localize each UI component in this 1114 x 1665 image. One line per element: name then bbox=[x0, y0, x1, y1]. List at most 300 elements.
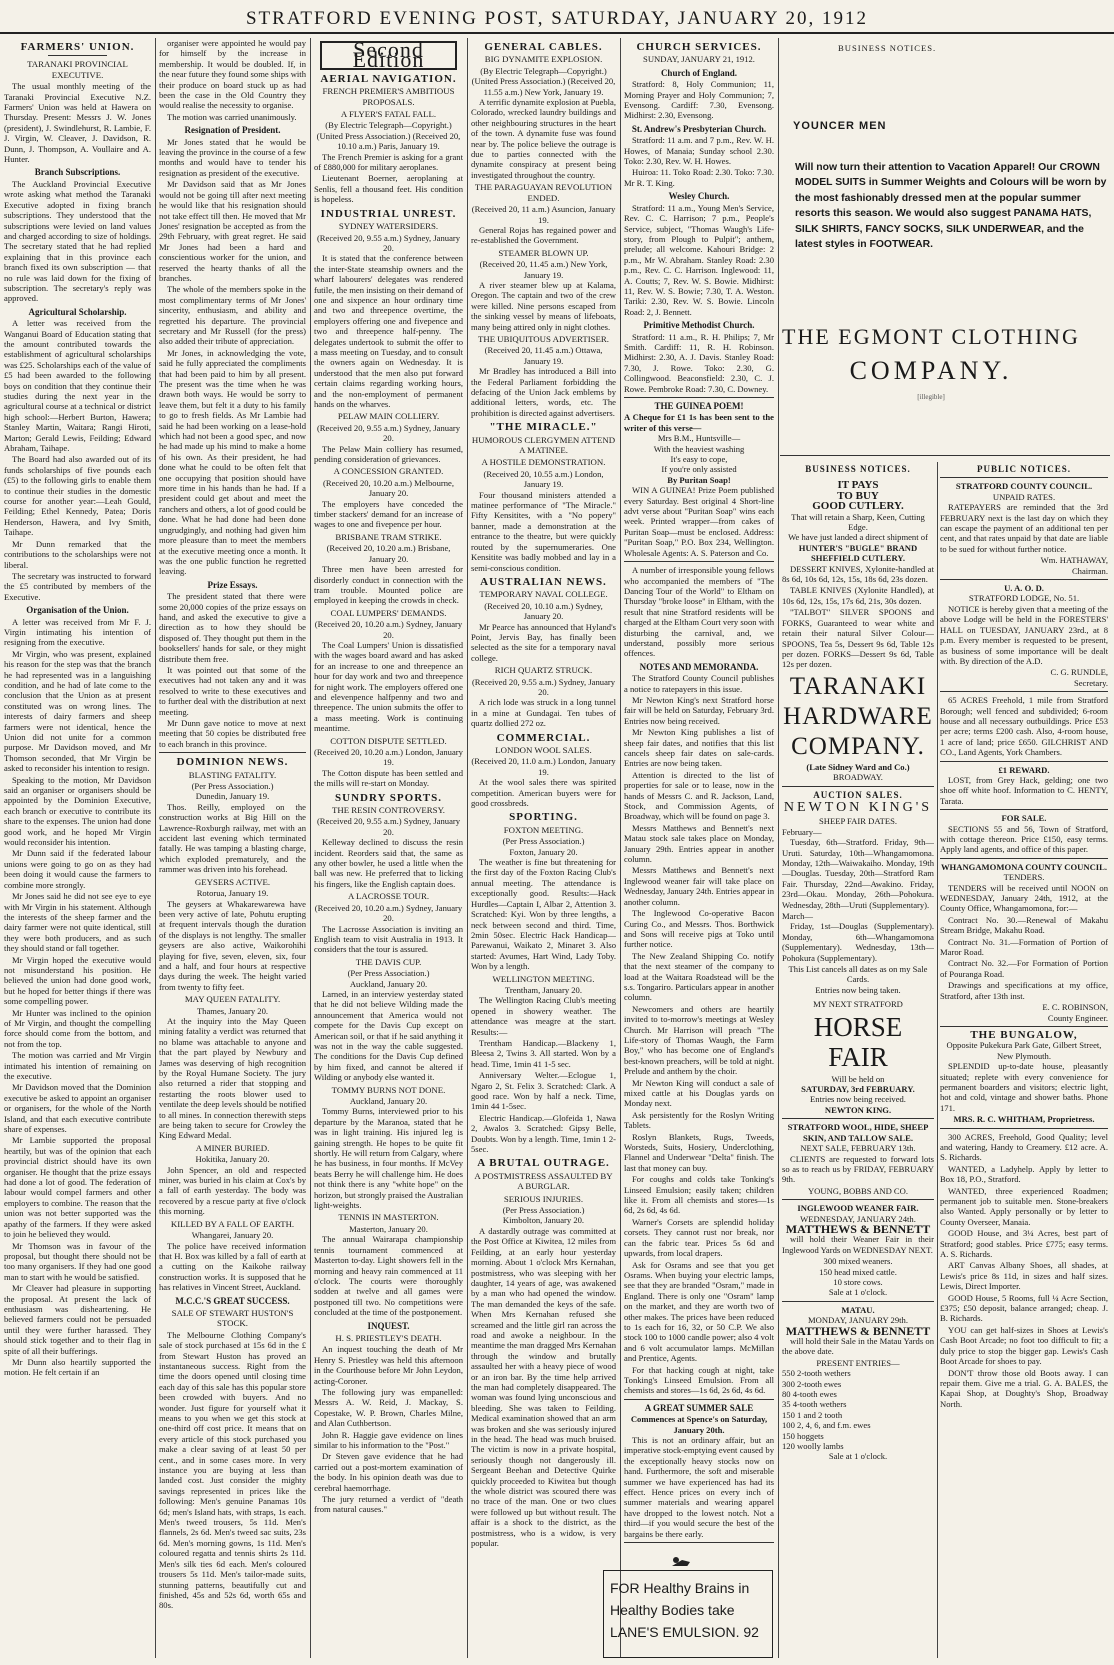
section-headline: A BRUTAL OUTRAGE. bbox=[477, 1157, 610, 1170]
ad-line: HUNTER'S "BUGLE" BRAND SHEFFIELD CUTLERY. bbox=[798, 542, 918, 564]
masthead: STRATFORD EVENING POST, SATURDAY, JANUARY 20, 1912 bbox=[0, 6, 1114, 34]
notice-subhead: TENDERS. bbox=[1003, 872, 1045, 883]
paragraph: Lieutenant Boerner, aeroplaning at Senlis, fell a thousand feet. His condition is hopeless. bbox=[314, 173, 463, 205]
paragraph: SECTIONS 55 and 56, Town of Stratford, with cottage thereon. Price £150, easy terms. Apply land agents, and office of this paper. bbox=[940, 823, 1108, 855]
paragraph: Mr Virgin, who was present, explained his reason for the step was that the branch he had represented was in a languishing condition, and he had of late come to the conclusion that the Union as at present constituted was on wrong lines. The interests of dairy farmers and sheep farmers were not identical, hence the Union did not unite for a common purpose. Mr Davidson moved, and Mr Thomson seconded, that Mr Virgin be asked to reconsider his intention to resign. bbox=[4, 648, 151, 774]
ad-line: MY NEXT STRATFORD bbox=[813, 999, 903, 1010]
credit-line: (By Electric Telegraph—Copyright.) (United Press Association.) (Received 20, 11.55 a.m.) New York, January 19. bbox=[471, 65, 616, 97]
article-headline: MAY QUEEN FATALITY. bbox=[184, 994, 281, 1005]
paragraph: The secretary was instructed to forward the £5 contributed by members of the Executive. bbox=[4, 570, 151, 602]
paragraph: The motion was carried and Mr Virgin intimated his intention of remaining on the executive. bbox=[4, 1050, 151, 1081]
article-headline: BRISBANE TRAM STRIKE. bbox=[335, 531, 442, 542]
paragraph: The Pelaw Main colliery has resumed, pending consideration of grievances. bbox=[314, 443, 463, 465]
divider bbox=[159, 752, 306, 753]
column-rule bbox=[310, 38, 311, 1658]
ad-headline: HORSE FAIR bbox=[813, 1011, 903, 1072]
classified-ad: GOOD House, and 3¼ Acres, best part of Stratford; good stables. Price £775; easy terms. A. S. Richards. bbox=[940, 1228, 1108, 1260]
article-headline: COTTON DISPUTE SETTLED. bbox=[330, 735, 447, 746]
signature-title: Chairman. bbox=[1071, 565, 1108, 576]
ad-line: SATURDAY, 3rd FEBRUARY. bbox=[801, 1084, 915, 1095]
paragraph: Three men have been arrested for disorderly conduct in connection with the tram trouble. Mounted police are employed in keeping the crowds in check. bbox=[314, 564, 463, 606]
ad-line: WEDNESDAY, JANUARY 24th. bbox=[800, 1213, 916, 1224]
ad-line: 150 hoggets bbox=[782, 1430, 824, 1441]
ad-line-text: LANE'S EMULSION. bbox=[610, 1624, 740, 1640]
ad-line: 150 head mixed cattle. bbox=[819, 1266, 897, 1277]
paragraph: Stratford: 11 a.m., R. H. Philips; 7, Mr Smith. Cardiff: 11, R. H. Robinson. Midhirst: 2.30, A. J. Davis. Stanley Road: 7.30, J. Rowe. Toko: 2.30, G. Collingwood. Beaconsfield: 2.30, C. J. Rowe. Pembroke Road: 7.30, C. Downey. bbox=[624, 331, 774, 394]
paragraph: The Wellington Racing Club's meeting opened in showery weather. The attendance was meagre at the start. Results:— bbox=[471, 995, 616, 1037]
paragraph: A letter was received from Mr F. J. Virgin intimating his intention of resigning from the executive. bbox=[4, 616, 151, 648]
article-headline: GEYSERS ACTIVE. bbox=[194, 876, 271, 887]
paragraph: The following jury was empanelled: Messrs A. W. Reid, J. Mackay, S. Copestake, W. P. Brown, Charles Milne, and Alan Cuthbertson. bbox=[314, 1386, 463, 1429]
paragraph: This is not an ordinary affair, but an imperative stock-emptying event caused by the exceptionally heavy stocks now on hand. Furthermore, the soft and miserable summer we have experienced has had its effect. Hence prices on every inch of summer materials and wearing apparel have dropped to the lowest notch. Not a third—if you would secure the best of the bargains be there early. bbox=[624, 1435, 774, 1539]
ad-line: 150 1 and 2 tooth bbox=[782, 1409, 843, 1420]
article-headline: THE RESIN CONTROVERSY. bbox=[332, 805, 445, 816]
paragraph: A dastardly outrage was committed at the Post Office at Kiwitea, 12 miles from Feilding, at an early hour yesterday morning. About 1 o'clock Mrs Kernahan, postmistress, who was sleeping with her daughter, 14 years of age, was awakened by a man who had opened the window. The man demanded the keys of the safe. When Mrs Kernahan refused she screamed and the little girl ran across the road and awoke a neighbour. In the meantime the man dragged Mrs Kernahan through the window and brutally assaulted her with a heavy piece of wood or an iron bar. By the time help arrived the man had completely disappeared. The woman was found lying unconscious and bleeding. She was taken to Feilding. Medical examination showed that an arm was broken and she was seriously injured in the head. The head was much bruised. The victim is now in a private hospital, seriously though not dangerously ill. Sergeant Beehan and Detective Quirke quickly proceeded to Kiwitea but though the whole district was scoured there was no trace of the man. One or two clues were followed up but without result. The affair is a shock to the district, as the postmistress, who is a widow, is very popular. bbox=[471, 1225, 616, 1549]
paragraph: Contract No. 31.—Formation of Portion of Maror Road. bbox=[940, 936, 1108, 958]
paragraph: The Cotton dispute has been settled and the mills will re-start on Monday. bbox=[314, 767, 463, 789]
paragraph: TABLE KNIVES (Xylonite Handled), at 10s 6d, 12s, 15s, 17s 6d, 21s, 30s dozen. bbox=[782, 585, 934, 606]
credit-line: (Received 20, 11.45 a.m.) Ottawa, January 19. bbox=[484, 345, 603, 366]
section-heading: Resignation of President. bbox=[184, 125, 281, 136]
notice-subhead: UNPAID RATES. bbox=[992, 491, 1056, 502]
divider bbox=[624, 1542, 774, 1543]
paragraph: Mr Lambie supported the proposal heartily, but was of the opinion that each provincial district should have its own organiser. He thought that the prize essays had done a lot of good. The federation of labour would compel farmers and other employers to combine. The reason that the union was not better supported was the apathy of the farmers. If they were asked to join he believed they would. bbox=[4, 1135, 151, 1240]
signature: Wm. HATHAWAY, bbox=[1040, 555, 1108, 566]
paragraph: Larned, in an interview yesterday stated that he did not believe Wilding made the announcement that America would not compete for the Davis Cup except on American soil, or that if he said anything it was not in the way the cable suggested. The conditions for the Davis Cup defined by him fixed, and cannot be altered if Wilding or anybody else wanted it. bbox=[314, 988, 463, 1083]
ad-number: 92 bbox=[743, 1624, 759, 1640]
article-subhead: SALE OF STEWART HUSTON'S STOCK. bbox=[171, 1307, 294, 1329]
credit-line: (By Electric Telegraph—Copyright.) (United Press Association.) (Received 20, 10.10 a.m.) Paris, January 19. bbox=[316, 120, 461, 152]
article-headline: KILLED BY A FALL OF EARTH. bbox=[170, 1218, 295, 1229]
paragraph: It is stated that the conference between the inter-State steamship owners and the wharf labourers' delegates was rendered futile, the men insisting on their demand of one and sixpence an hour ordinary time and two and threepence overtime, the employers offering one and fivepence and two and threepence half-penny. The delegates undertook to submit the offer to a mass meeting on Tuesday, and to consult the owners again on Wednesday. It is understood that the men also put forward certain claims regarding working hours, and the non-employment of permanent hands on the wharves. bbox=[314, 253, 463, 409]
paragraph: Mr Hunter was inclined to the opinion of Mr Virgin, and thought the compelling force should come from the bottom, and not from the top. bbox=[4, 1007, 151, 1049]
poem-line: If you're only assisted bbox=[661, 464, 737, 475]
credit-line: (Received 20, 9.55 a.m.) Sydney, January 20. bbox=[316, 816, 461, 837]
paragraph: Mr Dunn gave notice to move at next meeting that 50 copies be distributed free to each branch in this province. bbox=[159, 718, 306, 749]
dateline: Trentham, January 20. bbox=[504, 984, 583, 995]
article-headline: THE GUINEA POEM! bbox=[654, 401, 744, 411]
section-heading: Primitive Methodist Church. bbox=[643, 320, 755, 331]
paragraph: DESSERT KNIVES, Xylonite-handled at 8s 6d, 10s 6d, 12s, 15s, 18s 6d, 23s dozen. bbox=[782, 563, 934, 585]
paragraph: Four thousand ministers attended a matinee performance of "The Miracle." Fifty Kensitites, with a "No popery" banner, made a demonstration at the entrance to the theatre, but were quickly routed by the supernumeraries. One Kensitite was badly mobbed and lay in a semi-conscious condition. bbox=[471, 489, 616, 573]
divider bbox=[940, 1128, 1108, 1129]
poem-line: It's easy to cope, bbox=[670, 454, 728, 465]
paragraph: organiser were appointed he would pay for himself by the increase in membership. It would be doubled. If, in the near future they found some ships with their produce on board stuck up as had been the case in the Old Country they would realise the necessity to organise. bbox=[159, 38, 306, 111]
divider bbox=[782, 786, 934, 787]
article-headline: SYDNEY WATERSIDERS. bbox=[338, 221, 439, 232]
divider bbox=[940, 477, 1108, 478]
ad-signature: YOUNG, BOBBS AND CO. bbox=[807, 1185, 909, 1196]
article-headline: TOMMY BURNS NOT DONE. bbox=[331, 1084, 446, 1095]
paragraph: Stratford: 8, Holy Communion; 11, Morning Prayer and Holy Communion; 7, Evensong. Cardiff: 7.30, Evensong. Midhirst: 2.30, Evensong. bbox=[624, 79, 774, 121]
paragraph: Contract No. 32.—For Formation of Portion of Pouranga Road. bbox=[940, 958, 1108, 979]
paragraph: Mr Newton King's next Stratford horse fair will be held on Saturday, February 3rd. Entries now being received. bbox=[624, 694, 774, 726]
paragraph: Dr Steven gave evidence that he had carried out a post-mortem examination of the body. In his opinion death was due to cerebral haemorrhage. bbox=[314, 1451, 463, 1493]
ad-line: 10 store cows. bbox=[833, 1276, 883, 1287]
column-5 bbox=[624, 38, 774, 1566]
signature: C. G. RUNDLE, bbox=[1050, 667, 1108, 678]
lanes-emulsion-ad bbox=[603, 1570, 773, 1658]
section-headline: AUSTRALIAN NEWS. bbox=[480, 575, 607, 588]
divider bbox=[940, 809, 1108, 810]
egmont-clothing-ad bbox=[752, 320, 1110, 402]
divider bbox=[940, 691, 1108, 692]
ad-line: March— bbox=[782, 911, 814, 921]
ad-headline: COMPANY. bbox=[791, 732, 925, 760]
column-2 bbox=[159, 38, 306, 1658]
paragraph: For coughs and colds take Tonking's Linseed Emulsion; easily taken; children like it. From all chemists and stores—1s 6d, 2s 6d, 4s 6d. bbox=[624, 1174, 774, 1216]
section-heading: Wesley Church. bbox=[668, 191, 730, 202]
ad-headline: MATTHEWS & BENNETT bbox=[785, 1221, 931, 1236]
paragraph: Mr Davidson moved that the Dominion executive be asked to appoint an organiser or organisers, for the whole of the North Island, and that each executive contribute share of expenses. bbox=[4, 1082, 151, 1135]
section-heading: Prize Essays. bbox=[207, 579, 258, 590]
paragraph: Mr Thomson was in favour of the proposal, but thought there should not be too many organisers. If they had one good man to start with he would be satisfied. bbox=[4, 1240, 151, 1282]
paragraph: Mr Dunn remarked that the contributions to the scholarships were not liberal. bbox=[4, 538, 151, 570]
paragraph: SPLENDID up-to-date house, pleasantly situated; replete with every convenience for permanent boarders and visitors; electric light, hot and cold, vintage and shower baths. Phone 171. bbox=[940, 1061, 1108, 1113]
paragraph: John R. Haggie gave evidence on lines similar to his information to the "Post." bbox=[314, 1429, 463, 1450]
paragraph: "TALBOT" SILVER SPOONS and FORKS, Guaranteed to wear white and retain their natural Silver Colour—SPOONS, Tea 5s, Dessert 9s 6d, Table 12s per dozen. FORKS—Dessert 9s 6d, Table 12s per dozen. bbox=[782, 607, 934, 670]
credit-line: (Per Press Association.) bbox=[502, 836, 585, 847]
divider bbox=[782, 1199, 934, 1200]
ad-line: Entries now being received. bbox=[810, 1094, 906, 1105]
section-heading: Branch Subscriptions. bbox=[34, 167, 121, 178]
article-headline: FARMERS' UNION. bbox=[20, 41, 135, 53]
credit-line: (Received 20, 11 a.m.) Asuncion, January 19. bbox=[471, 204, 616, 225]
paragraph: Mr Dunn said if the federated labour unions were going to go on as they had been doing it would cause the farmers to combine more strongly. bbox=[4, 848, 151, 890]
ad-headline: STRATFORD WOOL, HIDE, SHEEP SKIN, AND TALLOW SALE. bbox=[787, 1122, 929, 1143]
paragraph: Newcomers and others are heartily invited to to-morrow's meetings at Wesley Church. Mr Harrison will preach "The Life-story of Thomas Waugh, the Farm Boy," who has become one of England's best-known preachers, will be told at night. Prelude and anthem by the choir. bbox=[624, 1003, 774, 1077]
divider bbox=[782, 1118, 934, 1119]
paragraph: LOST, from Grey Hack, gelding; one two shoe off white hoof. Information to C. HENTY, Tarata. bbox=[940, 774, 1108, 806]
article-headline: BIG DYNAMITE EXPLOSION. bbox=[484, 54, 603, 65]
paragraph: The weather is fine but threatening for the first day of the Foxton Racing Club's annual meeting. The attendance is exceptionally good. Results:—Hack Hurdles—Captain I, Albar 2, Attention 3. Scratched: Kyi. Won by three lengths, a neck between second and third. Time, 2min 50sec. Electric Hack Handicap—Parewanui, Waikato 2, Minaret 3. Also started: Avumes, Hart Wind, Lady Toby. Won by a length. bbox=[471, 857, 616, 972]
paragraph: The geysers at Whakarewarewa have been very active of late, Pohutu erupting at frequent intervals though the duration of the displays is not lengthy. The smaller geysers are also active, Waikorohihi playing for five, seven, eleven, six, four and a half, and four hours at respective days during the week. The height varied from twenty to fifty feet. bbox=[159, 898, 306, 992]
paragraph: A number of irresponsible young fellows who accompanied the members of "The Dancing Tour of the World" to Eltham on Thursday "broke loose" in Eltham, with the result that nine Stratford residents will be charged at the Eltham Court very soon with disturbing the carnival, and, we understand, possibly more serious offences. bbox=[624, 565, 774, 659]
column-rule bbox=[155, 38, 156, 1658]
credit-line: (Received 20, 9.55 a.m.) Sydney, January 20. bbox=[471, 676, 616, 697]
ad-line: This List cancels all dates as on my Sale Cards. bbox=[788, 964, 928, 985]
article-headline: TENNIS IN MASTERTON. bbox=[338, 1212, 439, 1223]
column-rule bbox=[778, 38, 779, 1658]
ad-headline: A GREAT SUMMER SALE bbox=[644, 1402, 754, 1413]
paragraph: A letter was received from the Wanganui Board of Education stating that the amount contributed towards the establishment of agricultural scholarships was £25. Scholarships each of the value of £5 had been awarded to the following boys on condition that they continue their studies during the next year in the agricultural course at a technical or district high school:—Herbert Burton, Hawera; Stanley Martin, Waitara; Rangi Hiroti, Marton; Gerald Lewis, Feilding; Edward Abraham, Taihape. bbox=[4, 318, 151, 454]
credit-line: (Received 20, 11.45 a.m.) New York, January 19. bbox=[479, 259, 608, 280]
section-headline: DOMINION NEWS. bbox=[176, 756, 289, 769]
paragraph: will hold their Sale in the Matau Yards on the above date. bbox=[782, 1336, 934, 1357]
article-headline: THE PARAGUAYAN REVOLUTION ENDED. bbox=[474, 182, 613, 203]
section-headline: SUNDRY SPORTS. bbox=[335, 791, 442, 804]
paragraph: The Inglewood Co-operative Bacon Curing Co., and Messrs. Thos. Borthwick and Sons will receive pigs at Toko until further notice. bbox=[624, 908, 774, 950]
paragraph: NOTICE is hereby given that a meeting of the above Lodge will be held in the FORESTERS' HALL on TUESDAY, JANUARY 23rd., at 8 p.m. Every member is requested to be present, as business of some importance will be dealt with. By direction of the A.D. bbox=[940, 603, 1108, 666]
paragraph: Kelleway declined to discuss the resin incident. Reorders said that, the same as any other bowler, he used a little when the ball was new. He preferred that to licking his fingers, like the English captain does. bbox=[314, 837, 463, 889]
ad-line bbox=[610, 1621, 766, 1643]
credit-line: (Received 20, 10.55 a.m.) London, January 19. bbox=[483, 468, 604, 490]
ad-line: Entries now being taken. bbox=[815, 984, 901, 995]
ad-headline: MATAU. bbox=[841, 1304, 875, 1315]
paragraph: The French Premier is asking for a grant of £880,000 for military aeroplanes. bbox=[314, 151, 463, 173]
credit-line: (Per Press Association.) bbox=[347, 968, 430, 979]
paragraph: The New Zealand Shipping Co. notify that the next steamer of the company to load at the Waitara Roadstead will be the s.s. Tongariro. Particulars appear in another column. bbox=[624, 950, 774, 1003]
paragraph: The usual monthly meeting of the Taranaki Provincial Executive N.Z. Farmers' Union was held at Hawera on Thursday. Present: Messrs J. W. Jones (president), J. Swindlehurst, R. Lambie, F. J. Virgin, W. Cleaver, J. Davidson, R. Dunn, J. Thompson, A. Voullaire and A. Hunter. bbox=[4, 81, 151, 165]
article-headline: LONDON WOOL SALES. bbox=[495, 745, 592, 755]
ad-signature: NEWTON KING. bbox=[824, 1104, 892, 1115]
ad-line: Will be held on bbox=[831, 1073, 885, 1084]
ad-line: 100 2, 4, 6, and f.m. ewes bbox=[782, 1420, 871, 1431]
divider bbox=[780, 455, 1110, 456]
dateline: Hokitika, January 20. bbox=[195, 1154, 270, 1165]
ad-headline: MATTHEWS & BENNETT bbox=[785, 1323, 931, 1338]
article-headline: A MINER BURIED. bbox=[195, 1142, 270, 1153]
ad-small-print: [illegible] bbox=[917, 393, 945, 401]
column-rule bbox=[620, 38, 621, 1658]
paragraph: The Auckland Provincial Executive wrote asking what method the Taranaki Executive adopted in fixing branch subscriptions. They understood that the subscriptions were levied on land values and charged according to size of holdings. The secretary stated that he had replied explaining that in this province each branch fixed its own subscription — that no rule was laid down for the fixing of subscription. The secretary's reply was approved. bbox=[4, 178, 151, 304]
ad-line: FOR Healthy Brains in bbox=[610, 1580, 750, 1596]
paragraph: Anniversary Welter.—Eclogue 1, Ngaro 2, St. Felix 3. Scratched: Clark. A good race. Won by half a neck. Time, 1min 44 1-5sec. bbox=[471, 1070, 616, 1112]
paragraph: 65 ACRES Freehold, 1 mile from Stratford Borough; well fenced and subdivided; 6-room house and all necessary outbuildings. Price £53 per acre; terms £200 cash. Also, 4-room house, 1 acre of land; price £650. GILCHRIST AND CO., Land Agents, York Chambers. bbox=[940, 695, 1108, 758]
section-heading: Church of England. bbox=[660, 67, 738, 78]
paragraph: The Stratford County Council publishes a notice to ratepayers in this issue. bbox=[624, 673, 774, 694]
ad-subhead: SHEEP FAIR DATES. bbox=[818, 816, 898, 827]
paragraph: At the inquiry into the May Queen mining fatality a verdict was returned that no blame was attachable to anyone and that the part played by Newbury and James was deserving of high recognition by the Royal Humane Society. The jury also returned a rider that stopping and restarting the roots blower used to ventilate the deep levels should be notified to all mines. In connection therewith steps are being taken to secure for Crowley the King Edward Medal. bbox=[159, 1015, 306, 1141]
column-rule bbox=[937, 462, 938, 1658]
paragraph: For that hacking cough at night, take Tonking's Linseed Emulsion. From all chemists and stores—1s 6d, 2s 6d, 4s 6d. bbox=[624, 1364, 774, 1396]
ad-line: 120 woolly lambs bbox=[782, 1441, 844, 1452]
ad-subhead: Commences at Spence's on Saturday, January 20th. bbox=[630, 1414, 768, 1435]
paragraph: Contract No. 30.—Renewal of Makahu Stream Bridge, Makahu Road. bbox=[940, 914, 1108, 936]
section-label: BUSINESS NOTICES. bbox=[838, 43, 937, 53]
paragraph: It was pointed out that some of the executives had not taken any and it was resolved to write to these executives and to further deal with the distribution at next meeting. bbox=[159, 664, 306, 717]
ad-line: 80 4-tooth ewes bbox=[782, 1389, 837, 1400]
paragraph: WIN A GUINEA! Prize Poem published every Saturday. Best original 4 Short-line advt verse about "Puritan Soap" wins each week. Printed wrapper—from cakes of Puritan Soap—must be enclosed. Address: "Puritan Soap," P.O. Box 234, Wellington. Wholesale Agents: A. S. Paterson and Co. bbox=[624, 485, 774, 558]
paragraph: Roslyn Blankets, Rugs, Tweeds, Worsteds, Suits, Hosiery, Underclothing, Flannel and Underwear "Delta" finish. The last that money can buy. bbox=[624, 1131, 774, 1173]
edition-banner: Second Edition bbox=[320, 41, 457, 70]
ad-line: MONDAY, JANUARY 29th. bbox=[808, 1315, 908, 1326]
article-headline: THE UBIQUITOUS ADVERTISER. bbox=[477, 333, 610, 344]
notice-headline: WHANGAMOMONA COUNTY COUNCIL. bbox=[940, 861, 1108, 872]
column-1 bbox=[4, 38, 151, 1658]
paragraph: The jury returned a verdict of "death from natural causes." bbox=[314, 1494, 463, 1515]
ad-headline: YOUNCER MEN bbox=[793, 120, 887, 132]
ad-line: PRESENT ENTRIES— bbox=[816, 1357, 900, 1368]
ad-line: (Late Sidney Ward and Co.) bbox=[806, 761, 910, 772]
section-heading: Organisation of the Union. bbox=[26, 605, 129, 616]
paragraph: Drawings and specifications at my office, Stratford, after 13th inst. bbox=[940, 980, 1108, 1001]
paragraph: Ask for Osrams and see that you get Osrams. When buying your electric lamps, see that they are branded "Osram," made in England. There is only one "Osram" lamp on the market, and they are worth two of other makes. The prices have been reduced to 1s each for 16, 32, or 50 C.P. We also stock 100 to 1000 candle power; also 4 volt and 6 volt accumulator lamps. McMillan and Prentice, Agents. bbox=[624, 1259, 774, 1364]
classified-ad: DON'T throw those old Boots away. I can repair them. Give me a trial. G. A. BALES, the Kapai Shop, at Doughty's Shop, Broadway North. bbox=[940, 1367, 1108, 1409]
article-subhead: TARANAKI PROVINCIAL EXECUTIVE. bbox=[27, 59, 128, 80]
article-headline: BLASTING FATALITY. bbox=[188, 769, 277, 780]
classified-ad: WANTED, a Ladyhelp. Apply by letter to Box 18, P.O., Stratford. bbox=[940, 1163, 1108, 1185]
poem-line: Mrs B.M., Huntsville— bbox=[657, 433, 741, 444]
ad-headline: IT PAYS bbox=[837, 479, 879, 492]
section-headline: AERIAL NAVIGATION. bbox=[320, 72, 457, 85]
section-headline: NOTES AND MEMORANDA. bbox=[639, 661, 759, 672]
article-headline: WELLINGTON MEETING. bbox=[492, 973, 595, 984]
article-headline: COAL LUMPERS' DEMANDS. bbox=[330, 607, 447, 618]
credit-line: (Received 20, 9.55 a.m.) Sydney, January 20. bbox=[316, 232, 461, 253]
paragraph: Mr Davidson said that as Mr Jones would not be going till after next meeting he would like that his resignation should not take effect till then. He moved that Mr Jones' resignation be accepted as from the 29th February, with great regret. He said Mr Jones had been a hard and conscientious worker for the union, and reserved the hearty thanks of all the branches. bbox=[159, 179, 306, 283]
ad-line: Sale at 1 o'clock. bbox=[828, 1287, 888, 1298]
signature: MRS. R. C. WHITHAM, Proprietress. bbox=[953, 1114, 1095, 1125]
column-3 bbox=[314, 38, 463, 1658]
classified-ad: YOU can get half-sizes in Shoes at Lewis's Cash Boot Arcade; no foot too difficult to fit; a duly price to stop the bigger gap. Lewis's Cash Boot Arcade for shoes to pay. bbox=[940, 1324, 1108, 1367]
paragraph: RATEPAYERS are reminded that the 3rd FEBRUARY next is the last day on which they can escape the payment of an additional ten per cent, and that rates unpaid by that date are liable to be sued for without further notice. bbox=[940, 502, 1108, 554]
article-headline: A HOSTILE DEMONSTRATION. bbox=[481, 457, 606, 468]
paragraph: An inquest touching the death of Mr Henry S. Priestley was held this afternoon in the Courthouse before Mr John Leydon, acting-Coroner. bbox=[314, 1344, 463, 1386]
paragraph: Mr Virgin hoped the executive would not misunderstand his position. He believed the union had done good work, but he hoped for better things if there was some compelling power. bbox=[4, 954, 151, 1007]
paragraph: The Coal Lumpers' Union is dissatisfied with the wages board award and has asked for an increase to one and threepence an hour for day work and two and threepence for night work. The employers offered one and elevenpence halfpenny and two and threepence. The union submits the offer to a mass meeting. Work is continuing meantime. bbox=[314, 639, 463, 734]
notice-headline: FOR SALE. bbox=[1001, 813, 1047, 824]
paragraph: Thos. Reilly, employed on the construction works at Big Hill on the Lawrence-Roxburgh railway, met with an accident last evening which terminated fatally. He was tamping a blasting charge, which exploded prematurely, and the rammer was driven into his forehead. bbox=[159, 801, 306, 875]
ad-body: Will now turn their attention to Vacation Apparel! Our CROWN MODEL SUITS in Summer Weights and Colours will be worn by the most fashionably dressed men at the popular summer resorts this season. We would also suggest PANAMA HATS, SILK SHIRTS, FANCY SOCKS, SILK UNDERWEAR, and the latest styles in FOOTWEAR. bbox=[795, 162, 1107, 251]
ad-headline: COMPANY. bbox=[849, 356, 1013, 385]
ad-headline: TARANAKI bbox=[789, 672, 927, 700]
ad-line: 550 2-tooth wethers bbox=[782, 1368, 851, 1379]
article-headline: A POSTMISTRESS ASSAULTED BY A BURGLAR. bbox=[474, 1170, 613, 1192]
paragraph: Stratford: 11 a.m., Young Men's Service, Rev. C. C. Harrison; 7 p.m., People's Service, subject, "Thomas Waugh's Life-story, from Plough to Pulpit"; anthem, prelude; all welcome. Kahouri Bridge: 2 p.m., Mr W. Abraham. Stanley Road: 2.30 p.m., Rev. C. C. Harrison. Inglewood: 11, A. Coutts; 7, Rev. W. S. Bowie. Midhirst: 11, Rev. W. S. Bowie; 7.30, T. A. Weston. Tariki: 2.30, Rev. W. S. Bowie. Lincoln Road: 2, J. Bennett. bbox=[624, 202, 774, 317]
ad-headline: NEWTON KING'S bbox=[783, 799, 933, 815]
paragraph: At the wool sales there was spirited competition. American buyers were for good crossbreds. bbox=[471, 777, 616, 809]
paragraph: Mr Newton King will conduct a sale of mixed cattle at his Douglas yards on Monday next. bbox=[624, 1077, 774, 1109]
article-headline: STEAMER BLOWN UP. bbox=[498, 247, 589, 258]
paragraph: Mr Jones stated that he would be leaving the province in the course of a few months and would have to tender his resignation as president of the executive. bbox=[159, 136, 306, 178]
divider bbox=[940, 1026, 1108, 1027]
paragraph: A terrific dynamite explosion at Puebla, Colorado, wrecked laundry buildings and other neighbouring structures in the heart of the town. A dynamite fuse was found near by. The police believe the outrage is due to parties connected with the dynamite conspiracy at present being investigated throughout the country. bbox=[471, 97, 616, 180]
divider bbox=[782, 1301, 934, 1302]
credit-line: (Received 20, 10.20 a.m.) Sydney, January 20. bbox=[314, 902, 463, 924]
paragraph: will hold their Weaner Fair in their Inglewood Yards on WEDNESDAY NEXT. bbox=[782, 1234, 934, 1255]
paragraph: The whole of the members spoke in the most complimentary terms of Mr Jones' sincerity, enthusiasm, and ability and regretted his departure. The provincial secretary and Mr Russell (for the press) also added their tribute of appreciation. bbox=[159, 284, 306, 347]
dateline: Masterton, January 20. bbox=[349, 1223, 428, 1234]
poem-line: With the heaviest washing bbox=[653, 443, 745, 454]
paragraph: Attention is directed to the list of properties for sale or to lease, now in the hands of Messrs C. and R. Jackson, Land, Stock, and Commission Agents, of Broadway, which will be found on page 3. bbox=[624, 769, 774, 822]
divider bbox=[48, 55, 107, 56]
paragraph: Messrs Matthews and Bennett's next Matau stock sale takes place on Monday, January 29th. Entries appear in another column. bbox=[624, 822, 774, 865]
signature: E. C. ROBINSON, bbox=[1042, 1002, 1108, 1013]
credit-line: (Received 20, 10.20 a.m.) Sydney, January 20. bbox=[314, 619, 463, 640]
poem-line: By Puritan Soap! bbox=[667, 474, 731, 485]
notice-headline: U. A. O. D. bbox=[1004, 583, 1044, 594]
paragraph: TENDERS will be received until NOON on WEDNESDAY, January 24th, 1912, at the County Office, Whangamomona, for:— bbox=[940, 882, 1108, 914]
section-heading: Agricultural Scholarship. bbox=[28, 306, 127, 317]
ad-line: 35 4-tooth wethers bbox=[782, 1399, 847, 1410]
article-headline: PELAW MAIN COLLIERY. bbox=[337, 411, 440, 422]
paragraph: A river steamer blew up at Kalama, Oregon. The captain and two of the crew were killed. Nine persons escaped from the sinking vessel by means of lifeboats, many being attired only in night clothes. bbox=[471, 279, 616, 332]
horse-racing-cut-icon bbox=[624, 1552, 714, 1566]
notice-headline: THE BUNGALOW, bbox=[970, 1028, 1078, 1041]
paragraph: Speaking to the motion, Mr Davidson said an organiser or organisers should be appointed by the Dominion Executive, each branch or executive to contribute its share to the expenses. The union had done good work, and he hoped Mr Virgin would reconsider his intention. bbox=[4, 774, 151, 848]
classified-ad: GOOD House, 5 Rooms, full ¼ Acre Section, £375; £50 deposit, balance arranged; cheap. J. B. Richards. bbox=[940, 1292, 1108, 1324]
divider bbox=[940, 761, 1108, 762]
signature-title: Secretary. bbox=[1073, 677, 1108, 688]
column-7 bbox=[940, 462, 1108, 1658]
paragraph: CLIENTS are requested to forward lots so as to reach us by FRIDAY, FEBRUARY 9th. bbox=[782, 1153, 934, 1185]
column-4 bbox=[471, 38, 616, 1658]
ad-line: NEXT SALE, FEBRUARY 13th. bbox=[800, 1143, 916, 1154]
paragraph: Ask persistently for the Roslyn Writing Tablets. bbox=[624, 1109, 774, 1131]
article-headline: TEMPORARY NAVAL COLLEGE. bbox=[479, 589, 608, 600]
divider bbox=[624, 1399, 774, 1400]
poem-intro: A Cheque for £1 1s has been sent to the writer of this verse— bbox=[624, 412, 774, 433]
credit-line: (Received 20, 10.20 a.m.) London, January 19. bbox=[314, 747, 463, 768]
ad-line: BROADWAY. bbox=[833, 772, 883, 783]
signature-title: County Engineer. bbox=[1047, 1012, 1108, 1023]
paragraph: Mr Jones said he did not see eye to eye with Mr Virgin in his statement. Although the interests of the sheep farmer and the dairy farmer were not quite identical, still they were both producers, and as such they should stand or fall together. bbox=[4, 891, 151, 954]
section-headline: COMMERCIAL. bbox=[496, 731, 591, 744]
ad-headline: GOOD CUTLERY. bbox=[812, 500, 904, 513]
credit-line: (Received 20, 11.0 a.m.) London, January 19. bbox=[471, 756, 616, 777]
section-headline: CHURCH SERVICES. bbox=[636, 41, 762, 53]
section-label: BUSINESS NOTICES. bbox=[805, 464, 911, 474]
paragraph: A rich lode was struck in a long tunnel in a mine at Gundagai. Ten tubes of quartz dollied 272 oz. bbox=[471, 697, 616, 729]
paragraph: The Board had also awarded out of its funds scholarships of five pounds each (£5) to the following girls to enable them to continue their studies in the domestic course for another year:—Leah Gould, Feilding; Ethel Kennedy, Patea; Doris Henderson, Hawera, and Ivy Smith, Taihape. bbox=[4, 454, 151, 538]
paragraph: The Melbourne Clothing Company's sale of stock purchased at 15s 6d in the £ from Stewart Huston has proved an instantaneous success. Right from the time the doors opened until closing time each day of this sale has this popular store been crowded with buyers. And no wonder. Just figure for yourself what it means to you when we get this stock at one-third off cost price. It means that on every article of this stock purchased you make a clear saving of at least 50 per cent., and in some cases more. In very instance you are buying at less than landed cost. Just consider the mighty savings represented in prices like the following: Men's genuine Panamas 10s 6d; men's Island hats, with straps, 1s each. Men's tweed trousers, 5s 11d. Men's flannels, 2s 6d. Men's tweed sac suits, 23s 6d. Men's morning gowns, 1s 11d. Men's coloured regatta and tennis shirts 2s 11d. Men's silk ties 6d each. Men's coloured trousers 5s 11d. Men's tailor-made suits, stunning patterns, beautifully cut and finished, 45s and 52s 6d, worth 65s and 80s. bbox=[159, 1329, 306, 1611]
article-headline: A FLYER'S FATAL FALL. bbox=[340, 109, 437, 120]
dateline: Rotorua, January 19. bbox=[196, 888, 269, 899]
dateline: Kimbolton, January 20. bbox=[502, 1215, 585, 1226]
credit-line: (Received 20, 10.20 a.m.) Brisbane, January 20. bbox=[326, 543, 451, 564]
dateline: Whangarei, January 20. bbox=[191, 1230, 274, 1241]
article-headline: THE DAVIS CUP. bbox=[355, 956, 422, 967]
classified-ad: ART Canvas Albany Shoes, all shades, at Lewis's price 8s 11d, in sizes and half sizes. Lewis, Direct Importer. bbox=[940, 1260, 1108, 1292]
ad-headline: THE EGMONT CLOTHING bbox=[782, 324, 1080, 349]
ad-line: That will retain a Sharp, Keen, Cutting Edge. bbox=[791, 511, 925, 533]
dateline: Thames, January 20. bbox=[196, 1005, 269, 1016]
ad-headline: INGLEWOOD WEANER FAIR. bbox=[797, 1203, 919, 1214]
classified-ad: 300 ACRES, Freehold, Good Quality; level and watering, Handy to Creamery. £12 acre. A. S. Richards. bbox=[940, 1131, 1108, 1163]
ad-line: Healthy Bodies take bbox=[610, 1602, 735, 1618]
paragraph: Trentham Handicap.—Blackeny 1, Bleesa 2, Twins 3. All started. Won by a head. Time, 1min 41 1-5 sec. bbox=[471, 1037, 616, 1069]
divider bbox=[940, 858, 1108, 859]
ad-line: We have just landed a direct shipment of bbox=[788, 532, 928, 543]
dateline: SUNDAY, JANUARY 21, 1912. bbox=[643, 54, 755, 65]
credit-line: (Per Press Association.) bbox=[191, 781, 274, 792]
article-headline: FRENCH PREMIER'S AMBITIOUS PROPOSALS. bbox=[322, 86, 455, 107]
notice-subhead: Opposite Pukekura Park Gate, Gilbert Street, New Plymouth. bbox=[946, 1040, 1102, 1061]
ad-line: February— bbox=[782, 826, 822, 837]
paragraph: The Lacrosse Association is inviting an English team to visit Australia in 1913. It considers that the tour is assured. bbox=[314, 923, 463, 955]
section-headline: "THE MIRACLE." bbox=[489, 421, 598, 434]
divider bbox=[940, 579, 1108, 580]
section-headline: INQUEST. bbox=[367, 1320, 410, 1331]
paragraph: The police have received information that H. Box was killed by a fall of earth at a cutting on the Kaikohe railway construction works. It is supposed that he has relatives in Vincent Street, Auckland. bbox=[159, 1240, 306, 1293]
credit-line: (Received 20, 10.10 a.m.) Sydney, January 20. bbox=[484, 600, 603, 622]
section-headline: GENERAL CABLES. bbox=[484, 41, 603, 53]
paragraph: Warner's Corsets are splendid holiday corsets. They cannot rust nor break, nor can the fabric tear. Prices 5s 6d and upwards, from local drapers. bbox=[624, 1216, 774, 1259]
paragraph: John Spencer, an old and respected miner, was buried in his claim at Cox's by a fall of earth yesterday. The body was recovered by a rescue party at five o'clock this morning. bbox=[159, 1164, 306, 1217]
paragraph: The motion was carried unanimously. bbox=[167, 111, 297, 122]
paragraph: Messrs Matthews and Bennett's next Inglewood weaner fair will take place on Wednesday, January 24th. Entries appear in another column. bbox=[624, 865, 774, 907]
paragraph: Tuesday, 6th—Stratford. Friday, 9th—Uruti. Saturday, 10th—Whangamomona. Monday, 12th—Waiwakaiho. Monday, 19th—Douglas. Tuesday, 20th—Stratford Ram Fair. Thursday, 22nd—Awakino. Friday, 23rd—Okau. Monday, 26th—Pohokura. Wednesday, 28th—Uruti (Supplementary). bbox=[782, 837, 934, 910]
notice-headline: STRATFORD COUNTY COUNCIL. bbox=[955, 481, 1093, 492]
credit-line: (Per Press Association.) bbox=[502, 1205, 585, 1216]
paragraph: Mr Newton King publishes a list of sheep fair dates, and notifies that this list cancels sheep fair dates on sale-cards. Entries are now being taken. bbox=[624, 727, 774, 769]
paragraph: Stratford: 11 a.m. and 7 p.m., Rev. W. H. Howes, of Manaia; Sunday school 2.30. Toko: 2.30, Rev. W. H. Howes. bbox=[624, 135, 774, 167]
section-label: AUCTION SALES. bbox=[813, 789, 903, 800]
article-headline: A LACROSSE TOUR. bbox=[347, 891, 430, 902]
ad-line: 300 2-tooth ewes bbox=[782, 1378, 842, 1389]
younger-men-ad bbox=[785, 110, 1107, 252]
ad-line: 300 mixed weaners. bbox=[823, 1256, 893, 1267]
ad-headline: HARDWARE bbox=[783, 702, 933, 730]
credit-line: (Received 20, 10.20 a.m.) Melbourne, January 20. bbox=[322, 477, 455, 499]
credit-line: (Received 20, 9.55 a.m.) Sydney, January 20. bbox=[316, 422, 461, 444]
paragraph: Electric Handicap.—Glofeida 1, Nawa 2, Awalos 3. Scratched: Gipsy Belle, Doubts. Won by a length. Time, 1min 1 2-5sec. bbox=[471, 1112, 616, 1155]
article-headline: HUMOROUS CLERGYMEN ATTEND A MATINEE. bbox=[471, 434, 616, 456]
notice-headline: £1 REWARD. bbox=[998, 764, 1050, 775]
article-headline: SERIOUS INJURIES. bbox=[503, 1193, 584, 1204]
paragraph: Mr Pearce has announced that Hyland's Point, Jervis Bay, has finally been selected as the site for a temporary naval college. bbox=[471, 621, 616, 663]
